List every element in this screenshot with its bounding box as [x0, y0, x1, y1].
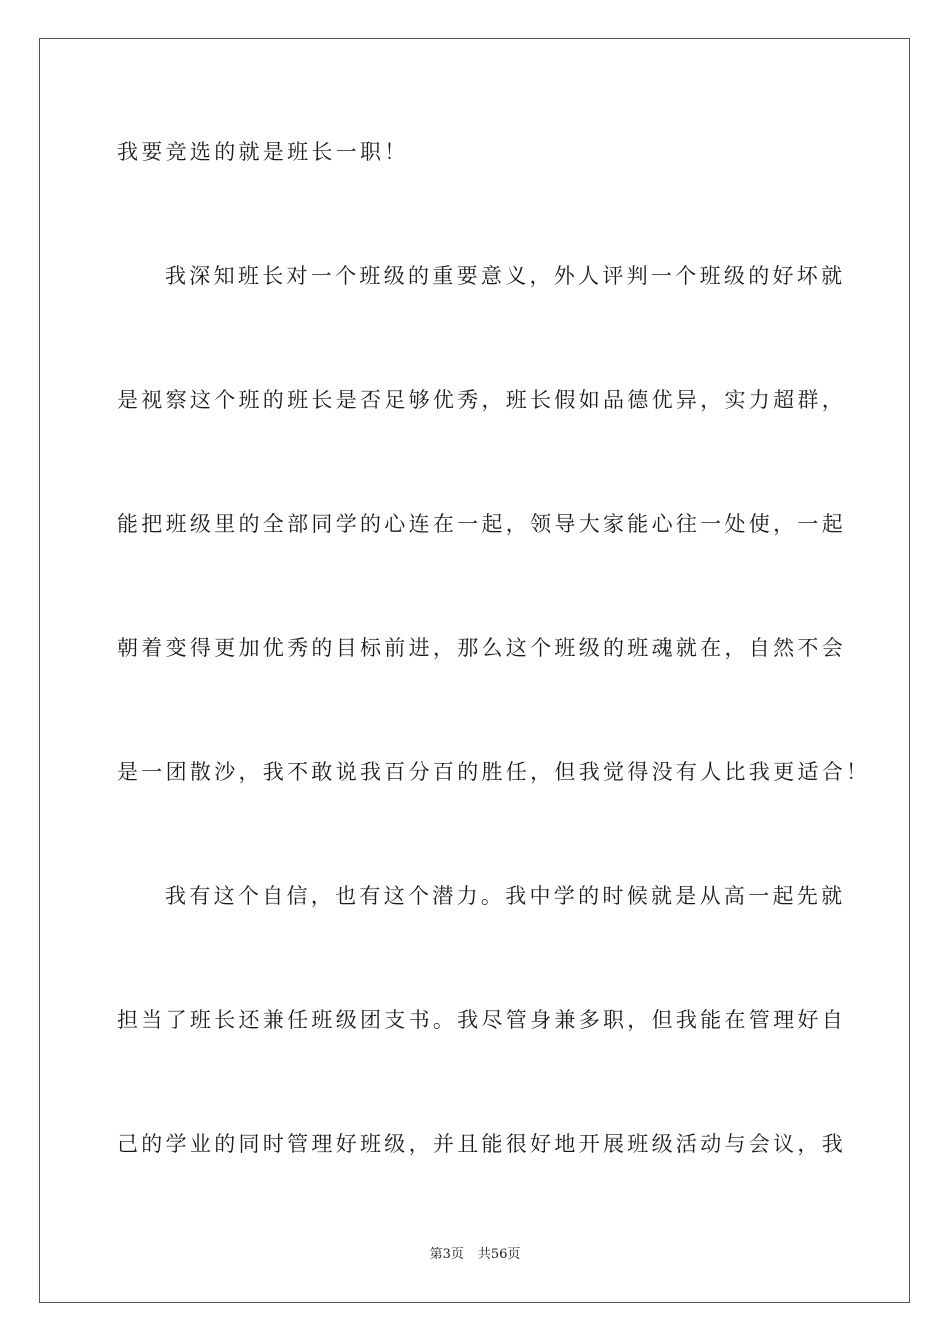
text-line: 己的学业的同时管理好班级，并且能很好地开展班级活动与会议，我 — [117, 1132, 846, 1156]
page-footer — [0, 1246, 950, 1264]
text-line: 担当了班长还兼任班级团支书。我尽管身兼多职，但我能在管理好自 — [117, 1008, 846, 1032]
total-pages: 共56页 — [477, 1247, 521, 1262]
text-line: 我要竞选的就是班长一职！ — [117, 140, 409, 164]
text-line: 是一团散沙，我不敢说我百分百的胜任，但我觉得没有人比我更适合！ — [117, 760, 871, 784]
paragraph-start-line: 我有这个自信，也有这个潜力。我中学的时候就是从高一起先就 — [165, 884, 846, 908]
text-line: 是视察这个班的班长是否足够优秀，班长假如品德优异，实力超群， — [117, 388, 846, 412]
paragraph-start-line: 我深知班长对一个班级的重要意义，外人评判一个班级的好坏就 — [165, 264, 846, 288]
text-line: 朝着变得更加优秀的目标前进，那么这个班级的班魂就在，自然不会 — [117, 636, 846, 660]
page-number: 第3页 — [429, 1247, 464, 1262]
text-line: 能把班级里的全部同学的心连在一起，领导大家能心往一处使，一起 — [117, 512, 846, 536]
page-border — [39, 38, 910, 1303]
